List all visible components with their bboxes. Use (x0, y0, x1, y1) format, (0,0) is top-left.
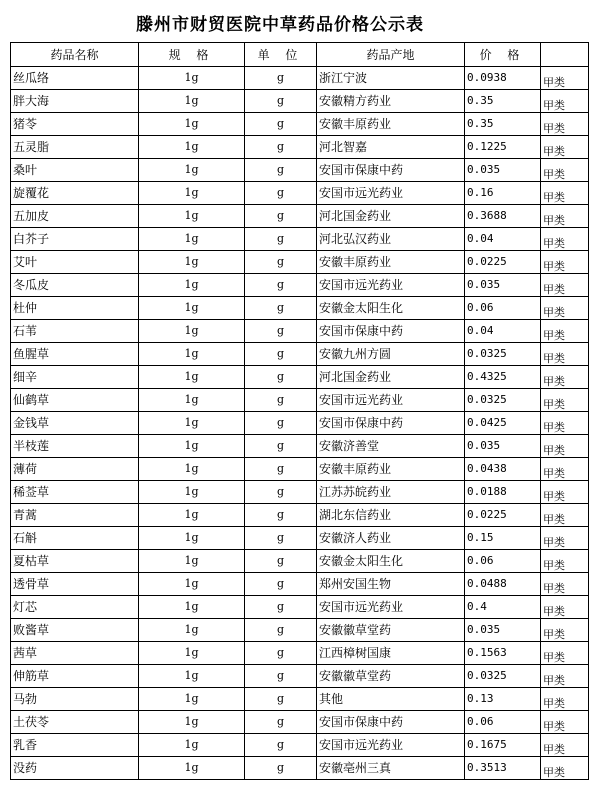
spec-cell: 1g (139, 573, 245, 596)
drug-name-cell: 青蒿 (11, 504, 139, 527)
spec-cell: 1g (139, 389, 245, 412)
unit-cell: g (245, 665, 317, 688)
unit-cell: g (245, 182, 317, 205)
header-class (541, 43, 589, 67)
table-row (11, 642, 589, 665)
origin-cell: 郑州安国生物 (317, 573, 465, 596)
spec-cell: 1g (139, 458, 245, 481)
class-cell: 甲类 (541, 550, 589, 573)
table-row (11, 159, 589, 182)
spec-cell: 1g (139, 550, 245, 573)
table-row (11, 297, 589, 320)
drug-name-cell: 五灵脂 (11, 136, 139, 159)
origin-cell: 安徽丰原药业 (317, 458, 465, 481)
spec-cell: 1g (139, 159, 245, 182)
table-row (11, 734, 589, 757)
unit-cell: g (245, 458, 317, 481)
table-row (11, 504, 589, 527)
unit-cell: g (245, 573, 317, 596)
price-cell: 0.4325 (465, 366, 541, 389)
unit-cell: g (245, 113, 317, 136)
class-cell: 甲类 (541, 67, 589, 90)
drug-name-cell: 金钱草 (11, 412, 139, 435)
drug-name-cell: 鱼腥草 (11, 343, 139, 366)
table-row (11, 90, 589, 113)
drug-name-cell: 乳香 (11, 734, 139, 757)
drug-name-cell: 土茯苓 (11, 711, 139, 734)
spec-cell: 1g (139, 205, 245, 228)
drug-name-cell: 艾叶 (11, 251, 139, 274)
spec-cell: 1g (139, 90, 245, 113)
class-cell: 甲类 (541, 412, 589, 435)
class-cell: 甲类 (541, 274, 589, 297)
drug-name-cell: 茜草 (11, 642, 139, 665)
price-cell: 0.3513 (465, 757, 541, 780)
spec-cell: 1g (139, 527, 245, 550)
price-cell: 0.0438 (465, 458, 541, 481)
unit-cell: g (245, 297, 317, 320)
header-name: 药品名称 (11, 43, 139, 67)
unit-cell: g (245, 550, 317, 573)
table-row (11, 688, 589, 711)
drug-name-cell: 伸筋草 (11, 665, 139, 688)
spec-cell: 1g (139, 757, 245, 780)
origin-cell: 安国市保康中药 (317, 412, 465, 435)
spec-cell: 1g (139, 412, 245, 435)
page-title: 滕州市财贸医院中草药品价格公示表 (136, 15, 424, 35)
origin-cell: 江苏苏皖药业 (317, 481, 465, 504)
price-cell: 0.0325 (465, 389, 541, 412)
class-cell: 甲类 (541, 619, 589, 642)
price-cell: 0.15 (465, 527, 541, 550)
table-row (11, 481, 589, 504)
table-row (11, 711, 589, 734)
drug-name-cell: 旋覆花 (11, 182, 139, 205)
drug-name-cell: 马勃 (11, 688, 139, 711)
price-cell: 0.1563 (465, 642, 541, 665)
drug-name-cell: 冬瓜皮 (11, 274, 139, 297)
spec-cell: 1g (139, 67, 245, 90)
origin-cell: 安徽济善堂 (317, 435, 465, 458)
class-cell: 甲类 (541, 320, 589, 343)
table-row (11, 274, 589, 297)
table-row (11, 67, 589, 90)
spec-cell: 1g (139, 320, 245, 343)
price-cell: 0.0225 (465, 251, 541, 274)
unit-cell: g (245, 67, 317, 90)
unit-cell: g (245, 642, 317, 665)
price-cell: 0.35 (465, 90, 541, 113)
price-cell: 0.0488 (465, 573, 541, 596)
origin-cell: 安国市保康中药 (317, 320, 465, 343)
unit-cell: g (245, 251, 317, 274)
price-cell: 0.035 (465, 435, 541, 458)
table-row (11, 619, 589, 642)
class-cell: 甲类 (541, 389, 589, 412)
drug-name-cell: 五加皮 (11, 205, 139, 228)
unit-cell: g (245, 711, 317, 734)
origin-cell: 安徽徽草堂药 (317, 619, 465, 642)
drug-name-cell: 桑叶 (11, 159, 139, 182)
origin-cell: 江西樟树国康 (317, 642, 465, 665)
price-cell: 0.4 (465, 596, 541, 619)
unit-cell: g (245, 527, 317, 550)
class-cell: 甲类 (541, 596, 589, 619)
origin-cell: 安徽徽草堂药 (317, 665, 465, 688)
spec-cell: 1g (139, 251, 245, 274)
table-row (11, 182, 589, 205)
unit-cell: g (245, 136, 317, 159)
price-cell: 0.0325 (465, 343, 541, 366)
price-cell: 0.04 (465, 228, 541, 251)
origin-cell: 安徽九州方圆 (317, 343, 465, 366)
origin-cell: 安国市远光药业 (317, 389, 465, 412)
table-row (11, 757, 589, 780)
origin-cell: 安徽金太阳生化 (317, 297, 465, 320)
price-table (10, 42, 589, 780)
unit-cell: g (245, 274, 317, 297)
origin-cell: 安徽济人药业 (317, 527, 465, 550)
origin-cell: 河北国金药业 (317, 205, 465, 228)
unit-cell: g (245, 619, 317, 642)
drug-name-cell: 猪苓 (11, 113, 139, 136)
spec-cell: 1g (139, 596, 245, 619)
unit-cell: g (245, 481, 317, 504)
class-cell: 甲类 (541, 711, 589, 734)
price-cell: 0.1225 (465, 136, 541, 159)
drug-name-cell: 薄荷 (11, 458, 139, 481)
unit-cell: g (245, 90, 317, 113)
origin-cell: 河北国金药业 (317, 366, 465, 389)
table-header-row (11, 43, 589, 67)
table-row (11, 665, 589, 688)
price-cell: 0.0938 (465, 67, 541, 90)
header-origin: 药品产地 (317, 43, 465, 67)
class-cell: 甲类 (541, 665, 589, 688)
spec-cell: 1g (139, 642, 245, 665)
origin-cell: 安国市远光药业 (317, 274, 465, 297)
price-cell: 0.04 (465, 320, 541, 343)
class-cell: 甲类 (541, 642, 589, 665)
class-cell: 甲类 (541, 136, 589, 159)
class-cell: 甲类 (541, 481, 589, 504)
table-row (11, 113, 589, 136)
class-cell: 甲类 (541, 113, 589, 136)
class-cell: 甲类 (541, 366, 589, 389)
class-cell: 甲类 (541, 159, 589, 182)
price-cell: 0.1675 (465, 734, 541, 757)
unit-cell: g (245, 412, 317, 435)
table-row (11, 136, 589, 159)
price-cell: 0.13 (465, 688, 541, 711)
table-row (11, 435, 589, 458)
drug-name-cell: 杜仲 (11, 297, 139, 320)
spec-cell: 1g (139, 481, 245, 504)
unit-cell: g (245, 320, 317, 343)
origin-cell: 安国市保康中药 (317, 711, 465, 734)
price-cell: 0.035 (465, 274, 541, 297)
unit-cell: g (245, 757, 317, 780)
origin-cell: 安国市远光药业 (317, 596, 465, 619)
class-cell: 甲类 (541, 504, 589, 527)
price-cell: 0.3688 (465, 205, 541, 228)
unit-cell: g (245, 205, 317, 228)
origin-cell: 安徽金太阳生化 (317, 550, 465, 573)
unit-cell: g (245, 435, 317, 458)
header-spec: 规 格 (139, 43, 245, 67)
unit-cell: g (245, 389, 317, 412)
table-row (11, 320, 589, 343)
spec-cell: 1g (139, 297, 245, 320)
class-cell: 甲类 (541, 573, 589, 596)
class-cell: 甲类 (541, 435, 589, 458)
drug-name-cell: 透骨草 (11, 573, 139, 596)
class-cell: 甲类 (541, 297, 589, 320)
drug-name-cell: 细辛 (11, 366, 139, 389)
spec-cell: 1g (139, 182, 245, 205)
unit-cell: g (245, 504, 317, 527)
class-cell: 甲类 (541, 182, 589, 205)
drug-name-cell: 丝瓜络 (11, 67, 139, 90)
price-cell: 0.06 (465, 550, 541, 573)
table-row (11, 205, 589, 228)
table-row (11, 228, 589, 251)
price-cell: 0.06 (465, 297, 541, 320)
class-cell: 甲类 (541, 343, 589, 366)
drug-name-cell: 灯芯 (11, 596, 139, 619)
spec-cell: 1g (139, 435, 245, 458)
origin-cell: 安徽丰原药业 (317, 113, 465, 136)
origin-cell: 湖北东信药业 (317, 504, 465, 527)
spec-cell: 1g (139, 343, 245, 366)
spec-cell: 1g (139, 136, 245, 159)
unit-cell: g (245, 596, 317, 619)
table-row (11, 527, 589, 550)
class-cell: 甲类 (541, 90, 589, 113)
origin-cell: 其他 (317, 688, 465, 711)
class-cell: 甲类 (541, 527, 589, 550)
unit-cell: g (245, 159, 317, 182)
unit-cell: g (245, 688, 317, 711)
spec-cell: 1g (139, 688, 245, 711)
price-cell: 0.0425 (465, 412, 541, 435)
table-row (11, 343, 589, 366)
price-cell: 0.06 (465, 711, 541, 734)
origin-cell: 安徽精方药业 (317, 90, 465, 113)
price-cell: 0.0225 (465, 504, 541, 527)
drug-name-cell: 稀莶草 (11, 481, 139, 504)
price-cell: 0.16 (465, 182, 541, 205)
drug-name-cell: 半枝莲 (11, 435, 139, 458)
drug-name-cell: 夏枯草 (11, 550, 139, 573)
origin-cell: 安国市远光药业 (317, 734, 465, 757)
spec-cell: 1g (139, 619, 245, 642)
table-body (11, 67, 589, 780)
class-cell: 甲类 (541, 757, 589, 780)
class-cell: 甲类 (541, 228, 589, 251)
class-cell: 甲类 (541, 251, 589, 274)
origin-cell: 安徽丰原药业 (317, 251, 465, 274)
origin-cell: 安国市远光药业 (317, 182, 465, 205)
price-cell: 0.35 (465, 113, 541, 136)
class-cell: 甲类 (541, 688, 589, 711)
spec-cell: 1g (139, 366, 245, 389)
header-price: 价 格 (465, 43, 541, 67)
spec-cell: 1g (139, 711, 245, 734)
drug-name-cell: 败酱草 (11, 619, 139, 642)
unit-cell: g (245, 343, 317, 366)
class-cell: 甲类 (541, 458, 589, 481)
drug-name-cell: 白芥子 (11, 228, 139, 251)
origin-cell: 河北智嘉 (317, 136, 465, 159)
drug-name-cell: 仙鹤草 (11, 389, 139, 412)
table-row (11, 550, 589, 573)
class-cell: 甲类 (541, 205, 589, 228)
table-row (11, 366, 589, 389)
origin-cell: 安徽亳州三真 (317, 757, 465, 780)
spec-cell: 1g (139, 665, 245, 688)
class-cell: 甲类 (541, 734, 589, 757)
table-row (11, 573, 589, 596)
drug-name-cell: 胖大海 (11, 90, 139, 113)
table-row (11, 458, 589, 481)
table-row (11, 412, 589, 435)
unit-cell: g (245, 366, 317, 389)
price-cell: 0.0325 (465, 665, 541, 688)
spec-cell: 1g (139, 504, 245, 527)
price-cell: 0.0188 (465, 481, 541, 504)
table-row (11, 389, 589, 412)
table-row (11, 596, 589, 619)
price-cell: 0.035 (465, 159, 541, 182)
unit-cell: g (245, 228, 317, 251)
origin-cell: 河北弘汉药业 (317, 228, 465, 251)
unit-cell: g (245, 734, 317, 757)
drug-name-cell: 石斛 (11, 527, 139, 550)
spec-cell: 1g (139, 228, 245, 251)
spec-cell: 1g (139, 274, 245, 297)
price-cell: 0.035 (465, 619, 541, 642)
origin-cell: 安国市保康中药 (317, 159, 465, 182)
drug-name-cell: 石苇 (11, 320, 139, 343)
header-unit: 单 位 (245, 43, 317, 67)
spec-cell: 1g (139, 734, 245, 757)
table-row (11, 251, 589, 274)
drug-name-cell: 没药 (11, 757, 139, 780)
spec-cell: 1g (139, 113, 245, 136)
origin-cell: 浙江宁波 (317, 67, 465, 90)
